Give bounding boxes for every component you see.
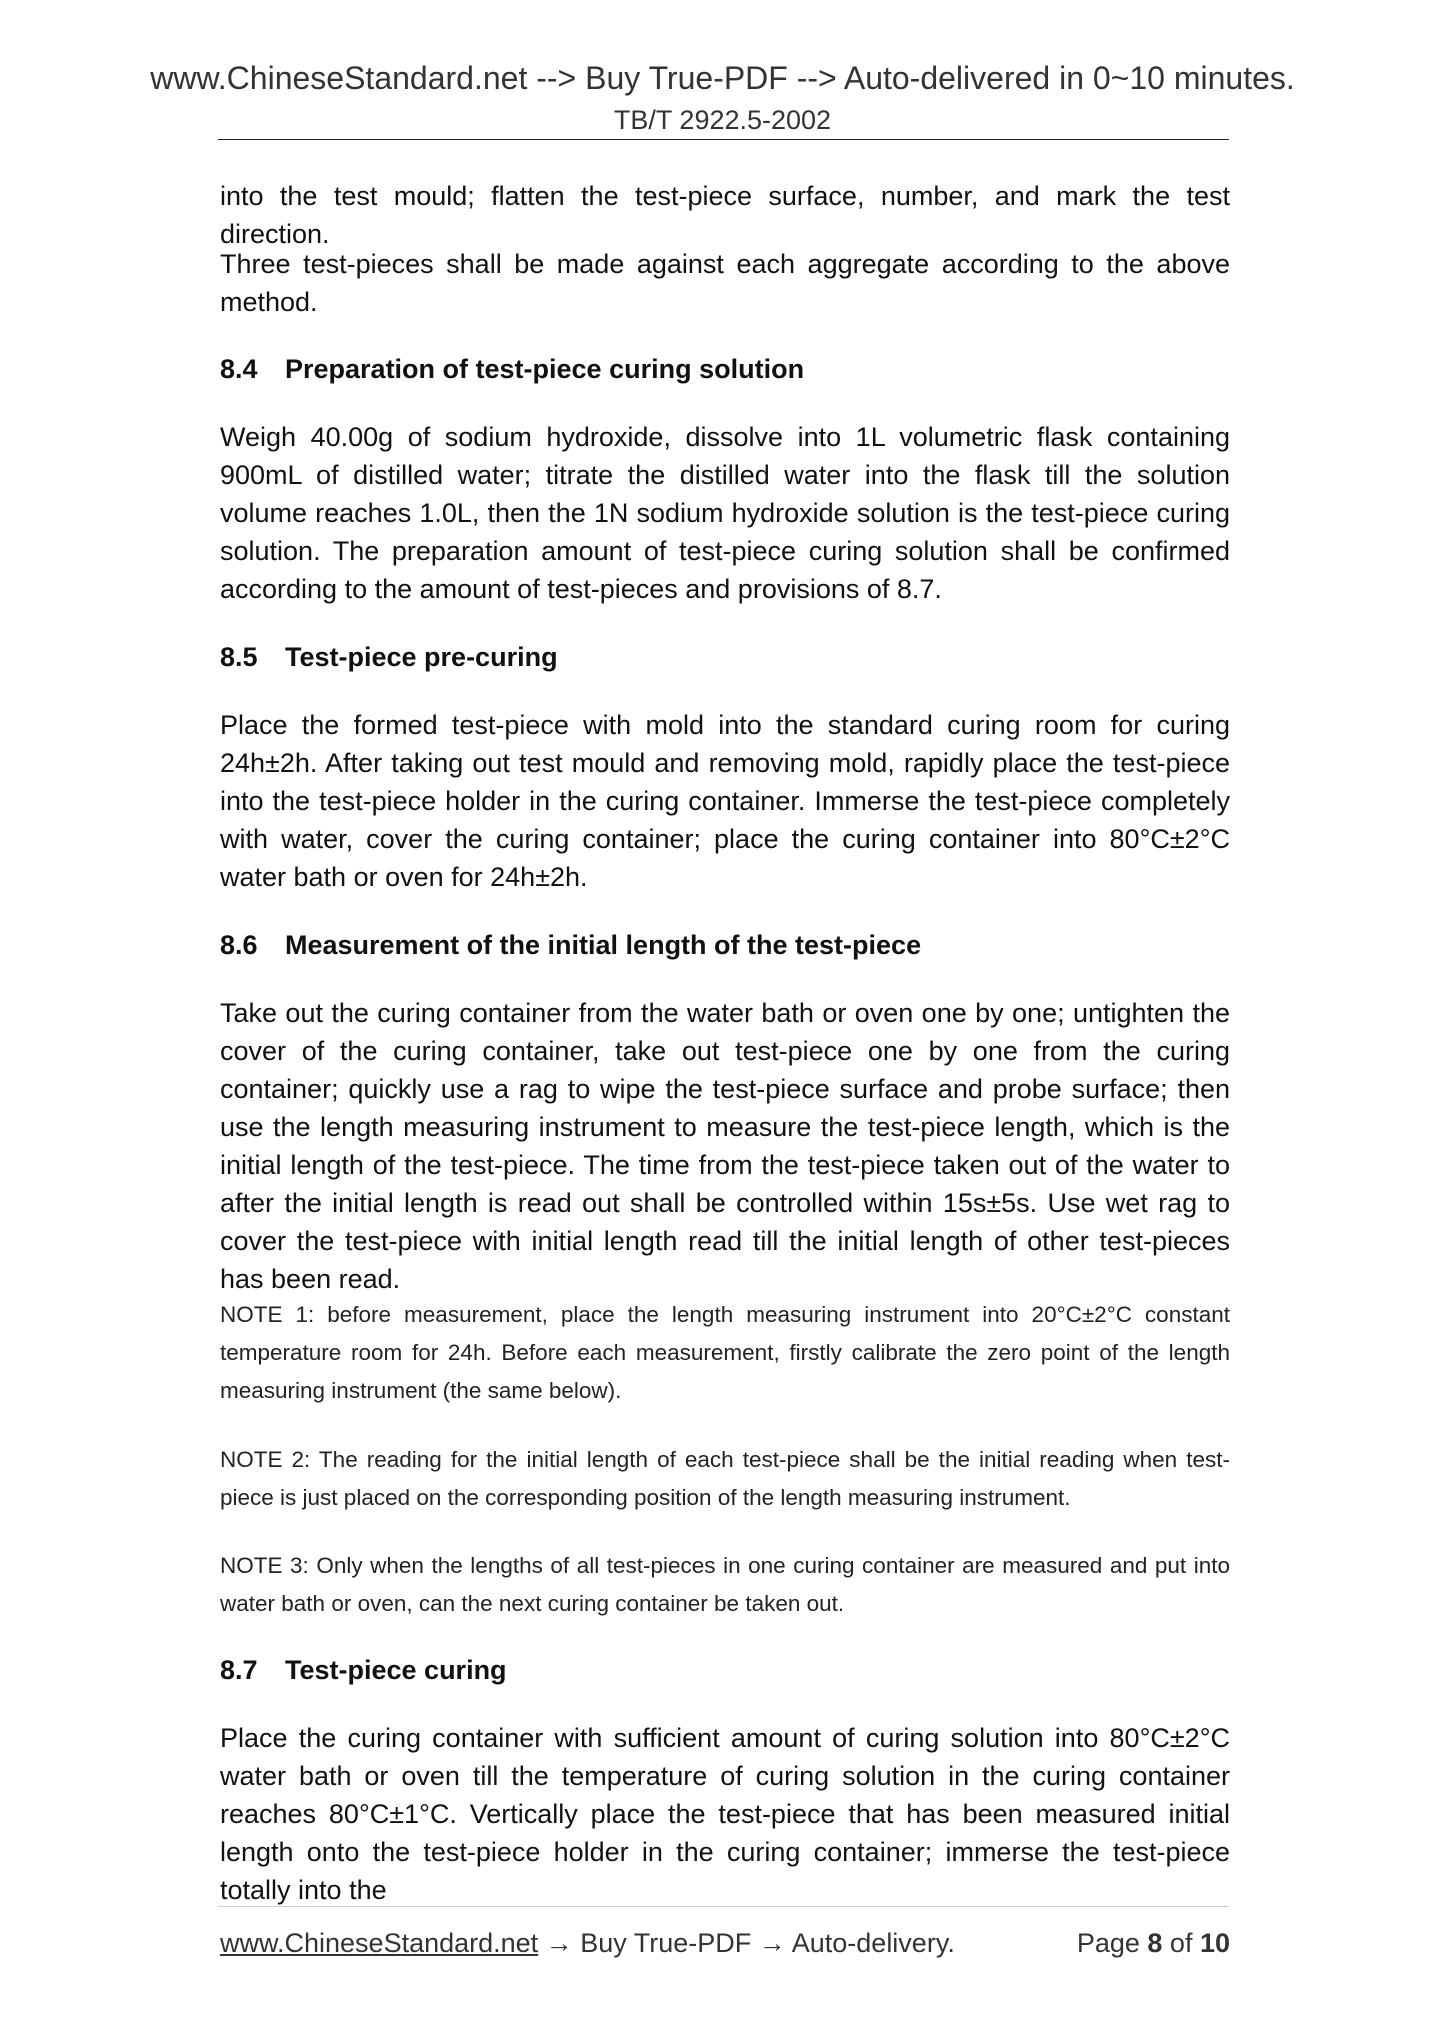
section-8-6-heading (220, 926, 1230, 964)
page-of-label: of (1162, 1928, 1200, 1958)
section-number: 8.5 (220, 642, 258, 672)
footer-promo-text: → Buy True-PDF → Auto-delivery. (538, 1928, 955, 1958)
section-8-5-paragraph: Place the formed test-piece with mold into the standard curing room for curing 24h±2h. After taking out test mould and removing mold, rapidly place the test-piece into the test-piece holder in the curing container. Immerse the test-piece completely with water, cover the curing container; place the curing container into 80°C±2°C water bath or oven for 24h±2h. (220, 710, 1230, 892)
note-2: NOTE 2: The reading for the initial length of each test-piece shall be the initial reading when test-piece is just placed on the corresponding position of the length measuring instrument. (220, 1447, 1230, 1510)
three-test-pieces-paragraph: Three test-pieces shall be made against each aggregate according to the above method. (220, 249, 1230, 317)
footer-promo (220, 1925, 955, 1961)
site-link[interactable]: www.ChineseStandard.net (220, 1928, 539, 1958)
section-number: 8.4 (220, 354, 258, 384)
section-title: Test-piece curing (285, 1655, 507, 1685)
section-8-6-paragraph: Take out the curing container from the water bath or oven one by one; untighten the cover of the curing container, take out test-piece one by one from the curing container; quickly use a rag to wipe the test-piece surface and probe surface; then use the length measuring instrument to measure the test-piece length, which is the initial length of the test-piece. The time from the test-piece taken out of the water to after the initial length is read out shall be controlled within 15s±5s. Use wet rag to cover the test-piece with initial length read till the initial length of other test-pieces has been read. (220, 998, 1230, 1294)
footer-divider (218, 1906, 1229, 1907)
section-8-5-heading (220, 638, 1230, 676)
section-number: 8.7 (220, 1655, 258, 1685)
page-label: Page (1076, 1928, 1148, 1958)
section-8-7-paragraph: Place the curing container with sufficient amount of curing solution into 80°C±2°C water bath or oven till the temperature of curing solution in the curing container reaches 80°C±1°C. Vertically place the test-piece that has been measured initial length onto the test-piece holder in the curing container; immerse the test-piece totally into the (220, 1723, 1230, 1905)
header-banner: www.ChineseStandard.net --> Buy True-PDF --> Auto-delivered in 0~10 minutes. (150, 60, 1295, 96)
section-8-4-paragraph: Weigh 40.00g of sodium hydroxide, dissolve into 1L volumetric flask containing 900mL of distilled water; titrate the distilled water into the flask till the solution volume reaches 1.0L, then the 1N sodium hydroxide solution is the test-piece curing solution. The preparation amount of test-piece curing solution shall be confirmed according to the amount of test-pieces and provisions of 8.7. (220, 422, 1230, 604)
section-number: 8.6 (220, 930, 258, 960)
total-pages: 10 (1199, 1928, 1230, 1958)
section-8-4-heading (220, 350, 1230, 388)
section-title: Measurement of the initial length of the test-piece (285, 930, 922, 960)
standard-code: TB/T 2922.5-2002 (613, 105, 832, 135)
note-1: NOTE 1: before measurement, place the length measuring instrument into 20°C±2°C constant temperature room for 24h. Before each measurement, firstly calibrate the zero point of the length measuring instrument (the same below). (220, 1302, 1230, 1403)
current-page: 8 (1147, 1928, 1163, 1958)
section-8-7-heading (220, 1651, 1230, 1689)
note-3: NOTE 3: Only when the lengths of all test-pieces in one curing container are measured and put into water bath or oven, can the next curing container be taken out. (220, 1553, 1230, 1616)
intro-paragraph: into the test mould; flatten the test-piece surface, number, and mark the test direction. (220, 181, 1230, 249)
section-title: Preparation of test-piece curing solution (285, 354, 805, 384)
header-divider (218, 139, 1229, 140)
section-title: Test-piece pre-curing (285, 642, 558, 672)
page-number (1077, 1925, 1230, 1961)
